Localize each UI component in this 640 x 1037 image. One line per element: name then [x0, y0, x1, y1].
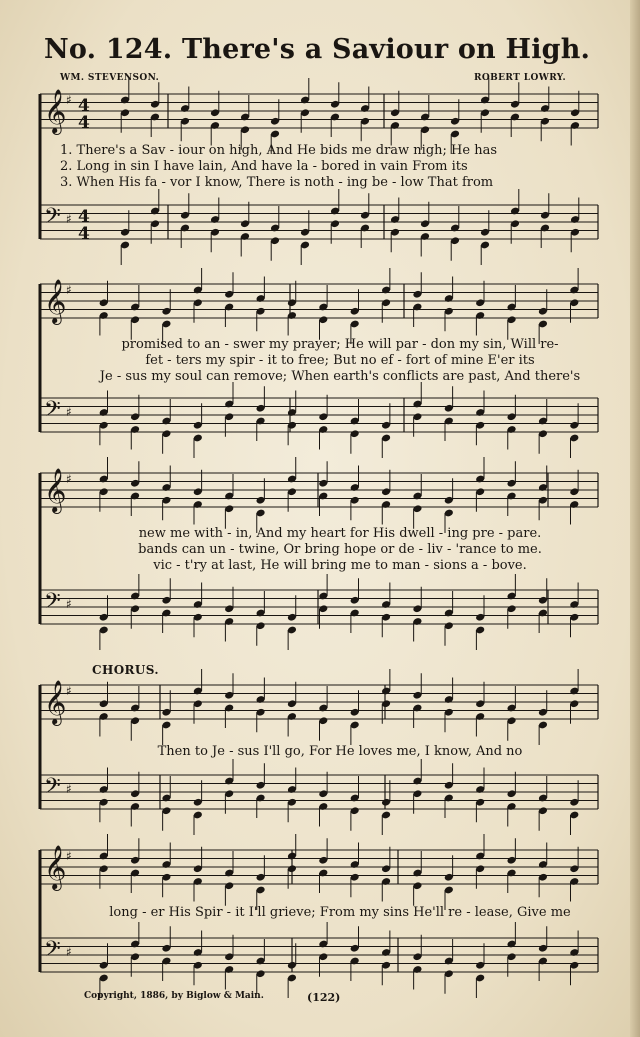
- bass-clef-icon: 𝄢: [44, 397, 61, 427]
- verse-2-line-1: 2. Long in sin I have lain, And have la - bored in vain From its: [60, 159, 468, 174]
- sharp-icon: ♯: [66, 684, 72, 698]
- time-signature-icon: 4: [78, 113, 90, 133]
- page-number: (122): [307, 991, 341, 1004]
- chorus-line-2: long - er His Spir - it I'll grieve; From my sins He'll re - lease, Give me: [109, 905, 571, 920]
- sharp-icon: ♯: [66, 945, 72, 959]
- sharp-icon: ♯: [66, 472, 72, 486]
- sharp-icon: ♯: [66, 405, 72, 419]
- verse-2-line-3: bands can un - twine, Or bring hope or de - liv - 'rance to me.: [138, 542, 542, 557]
- treble-clef-icon: 𝄞: [44, 680, 67, 724]
- words-credit: WM. STEVENSON.: [60, 73, 160, 83]
- time-signature-icon: 4: [78, 224, 90, 244]
- verse-1-line-2: promised to an - swer my prayer; He will par - don my sin, Will re-: [121, 337, 559, 352]
- chorus-line-1: Then to Je - sus I'll go, For He loves me, I know, And no: [157, 744, 523, 759]
- sharp-icon: ♯: [66, 597, 72, 611]
- verse-3-line-3: vic - t'ry at last, He will bring me to man - sions a - bove.: [153, 558, 527, 573]
- hymn-title: No. 124. There's a Saviour on High.: [44, 34, 591, 65]
- treble-clef-icon: 𝄞: [44, 468, 67, 512]
- verse-1-line-1: 1. There's a Sav - iour on high, And He bids me draw nigh; He has: [60, 143, 497, 158]
- sharp-icon: ♯: [66, 283, 72, 297]
- verse-3-line-2: Je - sus my soul can remove; When earth's conflicts are past, And there's: [99, 369, 581, 384]
- verse-3-line-1: 3. When His fa - vor I know, There is noth - ing be - low That from: [60, 175, 494, 190]
- bass-clef-icon: 𝄢: [44, 937, 61, 967]
- chorus-label: CHORUS.: [92, 663, 159, 677]
- music-credit: ROBERT LOWRY.: [473, 73, 566, 83]
- treble-clef-icon: 𝄞: [44, 279, 67, 323]
- bass-clef-icon: 𝄢: [44, 204, 61, 234]
- time-signature-icon: 4: [78, 207, 90, 227]
- verse-1-line-3: new me with - in, And my heart for His dwell - ing pre - pare.: [138, 526, 542, 541]
- sharp-icon: ♯: [66, 212, 72, 226]
- verse-2-line-2: fet - ters my spir - it to free; But no ef - fort of mine E'er its: [145, 353, 535, 368]
- sharp-icon: ♯: [66, 782, 72, 796]
- sharp-icon: ♯: [66, 849, 72, 863]
- time-signature-icon: 4: [78, 96, 90, 116]
- treble-clef-icon: 𝄞: [44, 89, 67, 133]
- treble-clef-icon: 𝄞: [44, 845, 67, 889]
- bass-clef-icon: 𝄢: [44, 589, 61, 619]
- bass-clef-icon: 𝄢: [44, 774, 61, 804]
- sharp-icon: ♯: [66, 93, 72, 107]
- copyright-notice: Copyright, 1886, by Biglow & Main.: [84, 991, 264, 1001]
